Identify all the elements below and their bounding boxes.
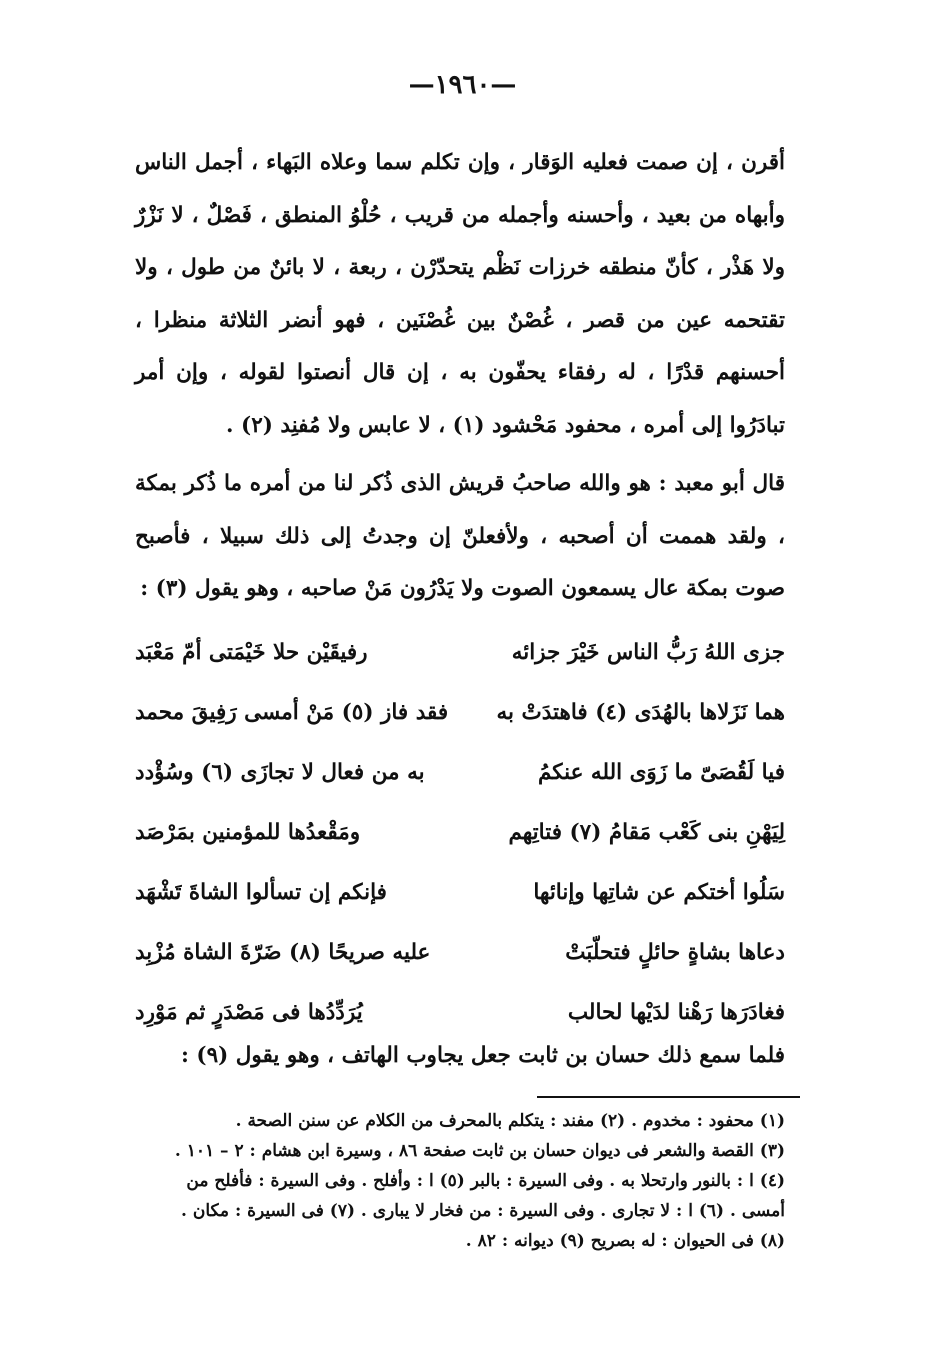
verse-second-hemistich: عليه صريحًا (٨) ضَرّةَ الشاة مُزْبِد: [135, 939, 431, 965]
footnotes: [135, 1106, 785, 1256]
poem-verse: [135, 682, 785, 742]
footnote-line: (٣) القصة والشعر فى ديوان حسان بن ثابت صفحة ٨٦ ، وسيرة ابن هشام : ٢ – ١٠١ .: [174, 1141, 785, 1161]
poem-verse: [135, 922, 785, 982]
poem-verse: [135, 862, 785, 922]
verse-second-hemistich: فقد فاز (٥) مَنْ أمسى رَفِيقَ محمد: [135, 699, 449, 725]
verse-first-hemistich: هما نَزَلاها بالهُدَى (٤) فاهتدَتْ به: [496, 699, 785, 725]
footnote-divider: [537, 1096, 800, 1098]
verse-second-hemistich: رفيقَيْن حلا خَيْمَتى أمّ مَعْبَد: [135, 639, 368, 665]
footnote-line: (٤) ا : بالنور وارتحلا به . وفى السيرة : بالبر (٥) ا : وأفلح . وفى السيرة : فأفلح من: [186, 1171, 785, 1191]
page-number: —١٩٦٠—: [408, 70, 517, 100]
verse-second-hemistich: يُرَدِّدُها فى مَصْدَرٍ ثم مَوْرِد: [135, 999, 363, 1025]
poem-verse: [135, 802, 785, 862]
footnote-line: (٨) فى الحيوان : له بصريح (٩) ديوانه : ٨٢ .: [465, 1231, 785, 1251]
body-paragraph: أقرن ، إن صمت فعليه الوَقار ، وإن تكلم سما وعلاه البَهاء ، أجمل الناس وأبهاه من بعيد ، وأحسنه وأجمله من قريب ، حُلْوُ المنطق ، فَصْلٌ ، لا نَزْرٌ ولا هَذْر ، كأنّ منطقه خرزات نَظْم يتحدّرْن ، ربعة ، لا بائنٌ من طول ، ولا تقتحمه عين من قصر ، غُصْنٌ بين غُصْنَين ، فهو أنضر الثلاثة منظرا ، أحسنهم قدْرًا ، له رفقاء يحفّون به ، إن قال أنصتوا لقوله ، وإن أمر تبادَرُوا إلى أمره ، محفود مَحْشود (١) ، لا عابس ولا مُفنِد (٢) .: [135, 150, 785, 438]
verse-first-hemistich: فغادَرَها رَهْنا لدَيْها لحالب: [567, 999, 785, 1025]
poem-verse: [135, 622, 785, 682]
poem-verse: [135, 742, 785, 802]
body-paragraph: قال أبو معبد : هو والله صاحبُ قريش الذى ذُكر لنا من أمره ما ذُكر بمكة ، ولقد هممت أن أصحبه ، ولأفعلنّ إن وجدتُ إلى ذلك سبيلا ، فأصبح صوت بمكة عال يسمعون الصوت ولا يَدْرُون مَنْ صاحبه ، وهو يقول (٣) :: [135, 471, 785, 601]
verse-first-hemistich: جزى اللهُ رَبُّ الناس خَيْرَ جزائه: [511, 639, 785, 665]
verse-second-hemistich: به من فعال لا تجازَى (٦) وسُؤْدد: [135, 759, 425, 785]
verse-first-hemistich: دعاها بشاةٍ حائلٍ فتحلّبَتْ: [565, 939, 785, 965]
verse-first-hemistich: سَلُوا أختكم عن شاتِها وإنائها: [533, 879, 785, 905]
footnote-line: (١) محفود : مخدوم . (٢) مفند : يتكلم بالمحرف من الكلام عن سنن الصحة .: [235, 1111, 785, 1131]
footnote-line: أمسى . (٦) ا : لا تجارى . وفى السيرة : من فخار لا يبارى . (٧) فى السيرة : مكان .: [181, 1201, 785, 1221]
poem: [135, 622, 785, 1042]
verse-second-hemistich: فإنكم إن تسألوا الشاةَ تَشْهَد: [135, 879, 387, 905]
closing-paragraph: فلما سمع ذلك حسان بن ثابت جعل يجاوب الهاتف ، وهو يقول (٩) :: [180, 1043, 785, 1068]
verse-first-hemistich: فيا لَقُصَىّ ما زَوَى الله عنكمُ: [537, 759, 785, 785]
verse-first-hemistich: لِيَهْنِ بنى كَعْب مَقامُ (٧) فتاتِهم: [508, 819, 785, 845]
verse-second-hemistich: ومَقْعدُها للمؤمنين بمَرْصَد: [135, 819, 361, 845]
